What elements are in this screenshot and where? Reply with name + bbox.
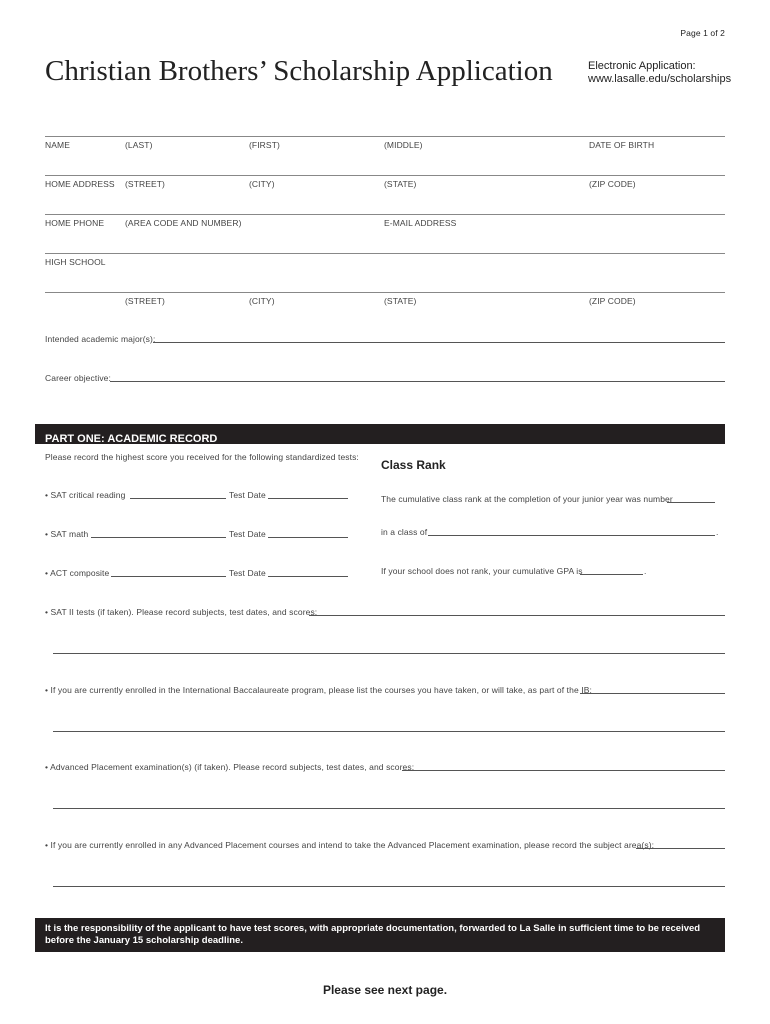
class-rank-input[interactable] <box>667 502 715 503</box>
act-date-input[interactable] <box>268 576 348 577</box>
class-rank-text: The cumulative class rank at the completion of your junior year was number <box>381 494 673 504</box>
electronic-application <box>588 60 731 86</box>
act-composite-label: • ACT composite <box>45 568 110 578</box>
section-header-part-one <box>35 424 725 444</box>
email-field[interactable]: E-MAIL ADDRESS <box>384 218 457 228</box>
last-name-field[interactable]: (LAST) <box>125 140 153 150</box>
sat-reading-label: • SAT critical reading <box>45 490 126 500</box>
divider <box>45 292 725 293</box>
section-heading: PART ONE: ACADEMIC RECORD <box>45 433 218 445</box>
sat-math-label: • SAT math <box>45 529 89 539</box>
sat-reading-date-input[interactable] <box>268 498 348 499</box>
high-school-field[interactable]: HIGH SCHOOL <box>45 257 106 267</box>
sat-math-score-input[interactable] <box>91 537 226 538</box>
act-score-input[interactable] <box>111 576 226 577</box>
home-address-label: HOME ADDRESS <box>45 179 115 189</box>
test-date-label: Test Date <box>229 529 266 539</box>
sat-math-date-input[interactable] <box>268 537 348 538</box>
sat-reading-score-input[interactable] <box>130 498 226 499</box>
test-date-label: Test Date <box>229 568 266 578</box>
divider <box>45 214 725 215</box>
school-city-field[interactable]: (CITY) <box>249 296 275 306</box>
ib-input[interactable] <box>580 693 725 694</box>
school-zip-field[interactable]: (ZIP CODE) <box>589 296 636 306</box>
home-city-field[interactable]: (CITY) <box>249 179 275 189</box>
school-street-field[interactable]: (STREET) <box>125 296 165 306</box>
sat2-label: • SAT II tests (if taken). Please record subjects, test dates, and scores: <box>45 607 318 617</box>
page-number: Page 1 of 2 <box>680 28 725 38</box>
page-title: Christian Brothers’ Scholarship Application <box>45 55 553 87</box>
career-label: Career objective: <box>45 373 111 383</box>
deadline-notice-text: It is the responsibility of the applicant to have test scores, with appropriate documentation, forwarded to La Salle in sufficient time to be received before the January 15 scholarship deadline. <box>45 923 701 946</box>
sat2-input-line2[interactable] <box>53 653 725 654</box>
home-street-field[interactable]: (STREET) <box>125 179 165 189</box>
major-label: Intended academic major(s): <box>45 334 156 344</box>
class-size-text: in a class of <box>381 527 428 537</box>
ap-courses-input-line2[interactable] <box>53 886 725 887</box>
home-phone-field[interactable]: (AREA CODE AND NUMBER) <box>125 218 242 228</box>
sat2-input[interactable] <box>309 615 725 616</box>
divider <box>45 253 725 254</box>
home-phone-label: HOME PHONE <box>45 218 105 228</box>
home-state-field[interactable]: (STATE) <box>384 179 417 189</box>
class-rank-heading: Class Rank <box>381 458 446 472</box>
class-size-input[interactable] <box>428 535 715 536</box>
divider <box>45 136 725 137</box>
ib-label: • If you are currently enrolled in the International Baccalaureate program, please list the courses you have taken, or will take, as part of the IB: <box>45 685 592 695</box>
ap-courses-input[interactable] <box>636 848 725 849</box>
tests-instruction: Please record the highest score you received for the following standardized tests: <box>45 452 359 462</box>
major-input[interactable] <box>153 342 725 343</box>
period: . <box>644 566 647 576</box>
footer-note: Please see next page. <box>322 983 448 997</box>
ap-exams-input[interactable] <box>402 770 725 771</box>
period: . <box>716 527 719 537</box>
date-of-birth-field[interactable]: DATE OF BIRTH <box>589 140 655 150</box>
middle-name-field[interactable]: (MIDDLE) <box>384 140 423 150</box>
gpa-input[interactable] <box>580 574 643 575</box>
career-input[interactable] <box>110 381 725 382</box>
electronic-application-label: Electronic Application: <box>588 60 696 72</box>
ap-exams-input-line2[interactable] <box>53 808 725 809</box>
test-date-label: Test Date <box>229 490 266 500</box>
gpa-text: If your school does not rank, your cumulative GPA is <box>381 566 583 576</box>
name-label: NAME <box>45 140 70 150</box>
school-state-field[interactable]: (STATE) <box>384 296 417 306</box>
home-zip-field[interactable]: (ZIP CODE) <box>589 179 636 189</box>
first-name-field[interactable]: (FIRST) <box>249 140 280 150</box>
deadline-notice <box>35 918 725 952</box>
ap-courses-label: • If you are currently enrolled in any Advanced Placement courses and intend to take the Advanced Placement examination, please record the subject area(s): <box>45 840 655 850</box>
electronic-application-url[interactable]: www.lasalle.edu/scholarships <box>588 73 732 85</box>
ib-input-line2[interactable] <box>53 731 725 732</box>
divider <box>45 175 725 176</box>
ap-exams-label: • Advanced Placement examination(s) (if taken). Please record subjects, test dates, and scores: <box>45 762 415 772</box>
